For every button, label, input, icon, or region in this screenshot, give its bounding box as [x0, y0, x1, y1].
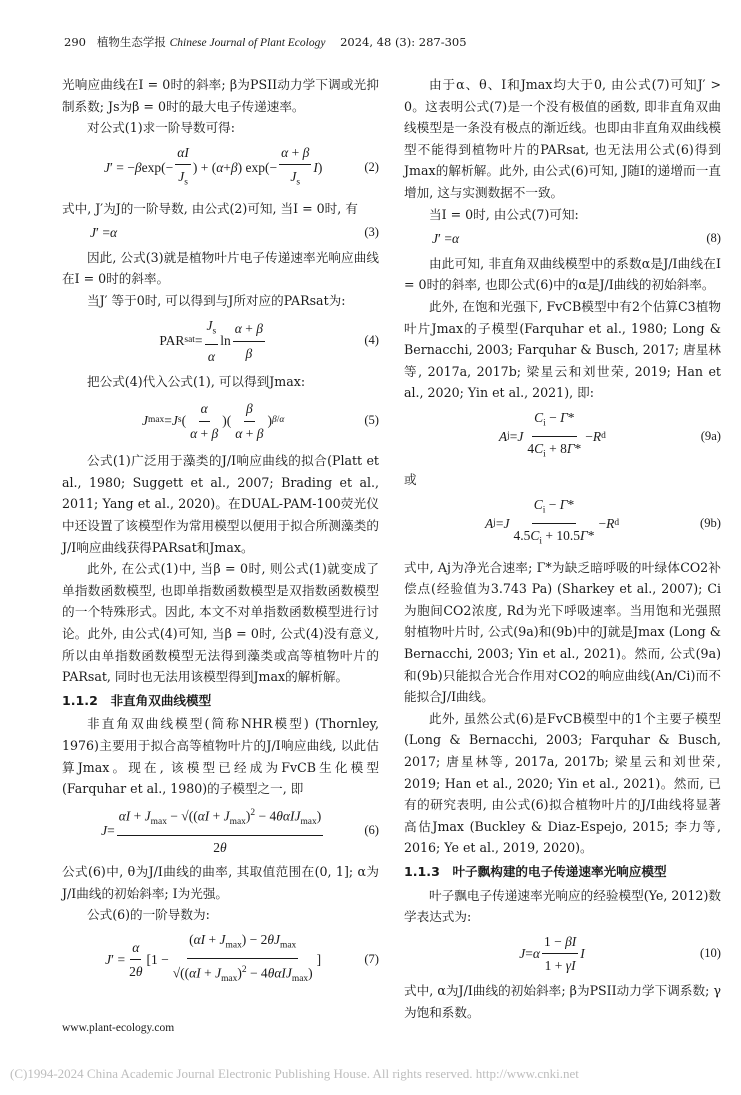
paragraph: 公式(6)中, θ为J/I曲线的曲率, 其取值范围在(0, 1]; α为J/I曲线的初始斜率; I为光强。 [62, 864, 379, 901]
section-heading: 1.1.2 非直角双曲线模型 [62, 692, 212, 708]
equation-9a: A j = J $\frac{C_i - \Gamma*}{4C_i + 8\Gamma*}$ − R d (9a) [404, 407, 721, 467]
paragraph: 式中, α为J/I曲线的初始斜率; β为PSII动力学下调系数; γ为饱和系数。 [404, 982, 721, 1020]
paragraph: 公式(6)的一阶导数为: [87, 907, 210, 923]
section-heading: 1.1.3 叶子飘构建的电子传递速率光响应模型 [404, 863, 667, 879]
equation-4: PAR sat = $\frac{J_s}{\alpha}$ ln $\frac{\alpha + \beta}{\beta}$ (4) [62, 315, 379, 368]
equation-2: J ′ = − β exp(− $\frac{\alpha I}{J_s}$ ) + ( α + β ) exp(− $\frac{\alpha + \beta}{J_s}$ I ) (2) [62, 142, 379, 195]
paragraph: 式中, J′为J的一阶导数, 由公式(2)可知, 当I = 0时, 有 [62, 200, 358, 216]
equation-7: J ′ = $\frac{\alpha}{2\theta}$ [1 − $\frac{(\alpha I + J_{max}) - 2\theta J_{max}}{√((\alpha I + J_{max})^2 - 4\theta\alpha IJ_{max})}$ ] (7) [62, 929, 379, 991]
footer-url: www.plant-ecology.com [62, 1022, 175, 1034]
page-number: 290 [64, 35, 86, 49]
paragraph: 或 [404, 472, 417, 488]
paragraph: 此外, 在饱和光强下, FvCB模型中有2个估算C3植物叶片Jmax的子模型(Farquhar et al., 1980; Long & Bernacchi, 2003; Farquhar & Busch, 2017; 唐星林等, 2017a, 2017b; 梁星云和刘世荣, 2019; Han et al., 2020; Yin et al., 2021), 即: [404, 298, 721, 401]
copyright-watermark: (C)1994-2024 China Academic Journal Electronic Publishing House. All rights reserved. http://www.cnki.net [10, 1066, 579, 1081]
paragraph: 非直角双曲线模型(简称NHR模型) (Thornley, 1976)主要用于拟合高等植物叶片的J/I响应曲线, 以此估算Jmax。现在, 该模型已经成为FvCB生化模型(Farquhar et al., 1980)的子模型之一, 即 [62, 716, 379, 797]
right-column [404, 74, 721, 1023]
paragraph: 式中, Aj为净光合速率; Γ*为缺乏暗呼吸的叶绿体CO2补偿点(经验值为3.743 Pa) (Sharkey et al., 2007); Ci为胞间CO2浓度, Rd为光下呼吸速率。当用饱和光强照射植物叶片时, 公式(9a)和(9b)中的J就是Jmax (Long & Bernacchi, 2003; Yin et al., 2021)。然而, 公式(9a)和(9b)只能拟合光合作用对CO2的响应曲线(An/Ci)而不能拟合J/I曲线。 [404, 559, 721, 705]
paragraph: 光响应曲线在I = 0时的斜率; β为PSII动力学下调或光抑制系数; Js为β = 0时的最大电子传递速率。 [62, 77, 379, 114]
paragraph: 由此可知, 非直角双曲线模型中的系数α是J/I曲线在I = 0时的斜率, 也即公式(6)中的α是J/I曲线的初始斜率。 [404, 255, 721, 293]
equation-8: J ′ = α (8) [432, 231, 721, 247]
paragraph: 当J′ 等于0时, 可以得到与J所对应的PARsat为: [87, 293, 346, 309]
equation-10: J = α $\frac{1 - \beta I}{1 + \gamma I}$ I (10) [404, 931, 721, 977]
paragraph: 当I = 0时, 由公式(7)可知: [429, 206, 579, 222]
paragraph: 此外, 在公式(1)中, 当β = 0时, 则公式(1)就变成了单指数函数模型, 也即单指数函数模型是双指数函数模型的一个特殊形式。因此, 本文不对单指数函数模型进行讨论。此外, 由公式(4)可知, 当β = 0时, 公式(4)没有意义, 所以由单指数函数模型无法得到藻类或高等植物叶片的PARsat, 同时也无法用该模型得到Jmax的解析解。 [62, 561, 379, 685]
equation-9b: A j = J $\frac{C_i - \Gamma*}{4.5C_i + 10.5\Gamma*}$ − R d (9b) [404, 494, 721, 554]
paragraph: 对公式(1)求一阶导数可得: [87, 120, 236, 136]
paragraph: 公式(1)广泛用于藻类的J/I响应曲线的拟合(Platt et al., 1980; Suggett et al., 2007; Brading et al., 2011; Yang et al., 2020)。在DUAL-PAM-100荧光仪中还设置了该模型作为常用模型以便用于拟合所测藻类的J/I响应曲线获得PARsat和Jmax。 [62, 453, 379, 555]
equation-5: J max = J s ( $\frac{\alpha}{\alpha + \beta}$ )( $\frac{\beta}{\alpha + \beta}$ ) β/α (5) [62, 398, 379, 444]
equation-6: J = $\frac{\alpha I + J_{max} - √((\alpha I + J_{max})^2 - 4\theta\alpha IJ_{max})}{2\theta}$ (6) [62, 803, 379, 858]
issue-info: 2024, 48 (3): 287-305 [340, 35, 467, 49]
paragraph: 由于α、θ、I和Jmax均大于0, 由公式(7)可知J′ > 0。这表明公式(7)是一个没有极值的函数, 即非直角双曲线模型是一条没有极点的渐近线。也即由非直角双曲线模型不能得到植物叶片的PARsat, 也无法用公式(6)得到Jmax的解析解。此外, 由公式(6)可知, J随I的递增而一直增加, 这与实测数据不一致。 [404, 77, 721, 200]
running-header [64, 34, 467, 50]
paragraph: 叶子飘电子传递速率光响应的经验模型(Ye, 2012)数学表达式为: [404, 887, 721, 925]
equation-3: J ′ = α (3) [90, 225, 379, 241]
journal-title-cn: 植物生态学报 [96, 35, 166, 49]
left-column [62, 74, 379, 994]
journal-title-en: Chinese Journal of Plant Ecology [169, 37, 326, 49]
paragraph: 把公式(4)代入公式(1), 可以得到Jmax: [87, 373, 306, 389]
paragraph: 因此, 公式(3)就是植物叶片电子传递速率光响应曲线在I = 0时的斜率。 [62, 249, 379, 287]
paragraph: 此外, 虽然公式(6)是FvCB模型中的1个主要子模型(Long & Bernacchi, 2003; Farquhar & Busch, 2017; 唐星林等, 2017a, 2017b; 梁星云和刘世荣, 2019; Han et al., 2020; Yin et al., 2021)。然而, 已有的研究表明, 由公式(6)拟合植物叶片的J/I曲线将显著高估Jmax (Buckley & Diaz-Espejo, 2015; 李力等, 2016; Ye et al., 2019, 2020)。 [404, 710, 721, 856]
